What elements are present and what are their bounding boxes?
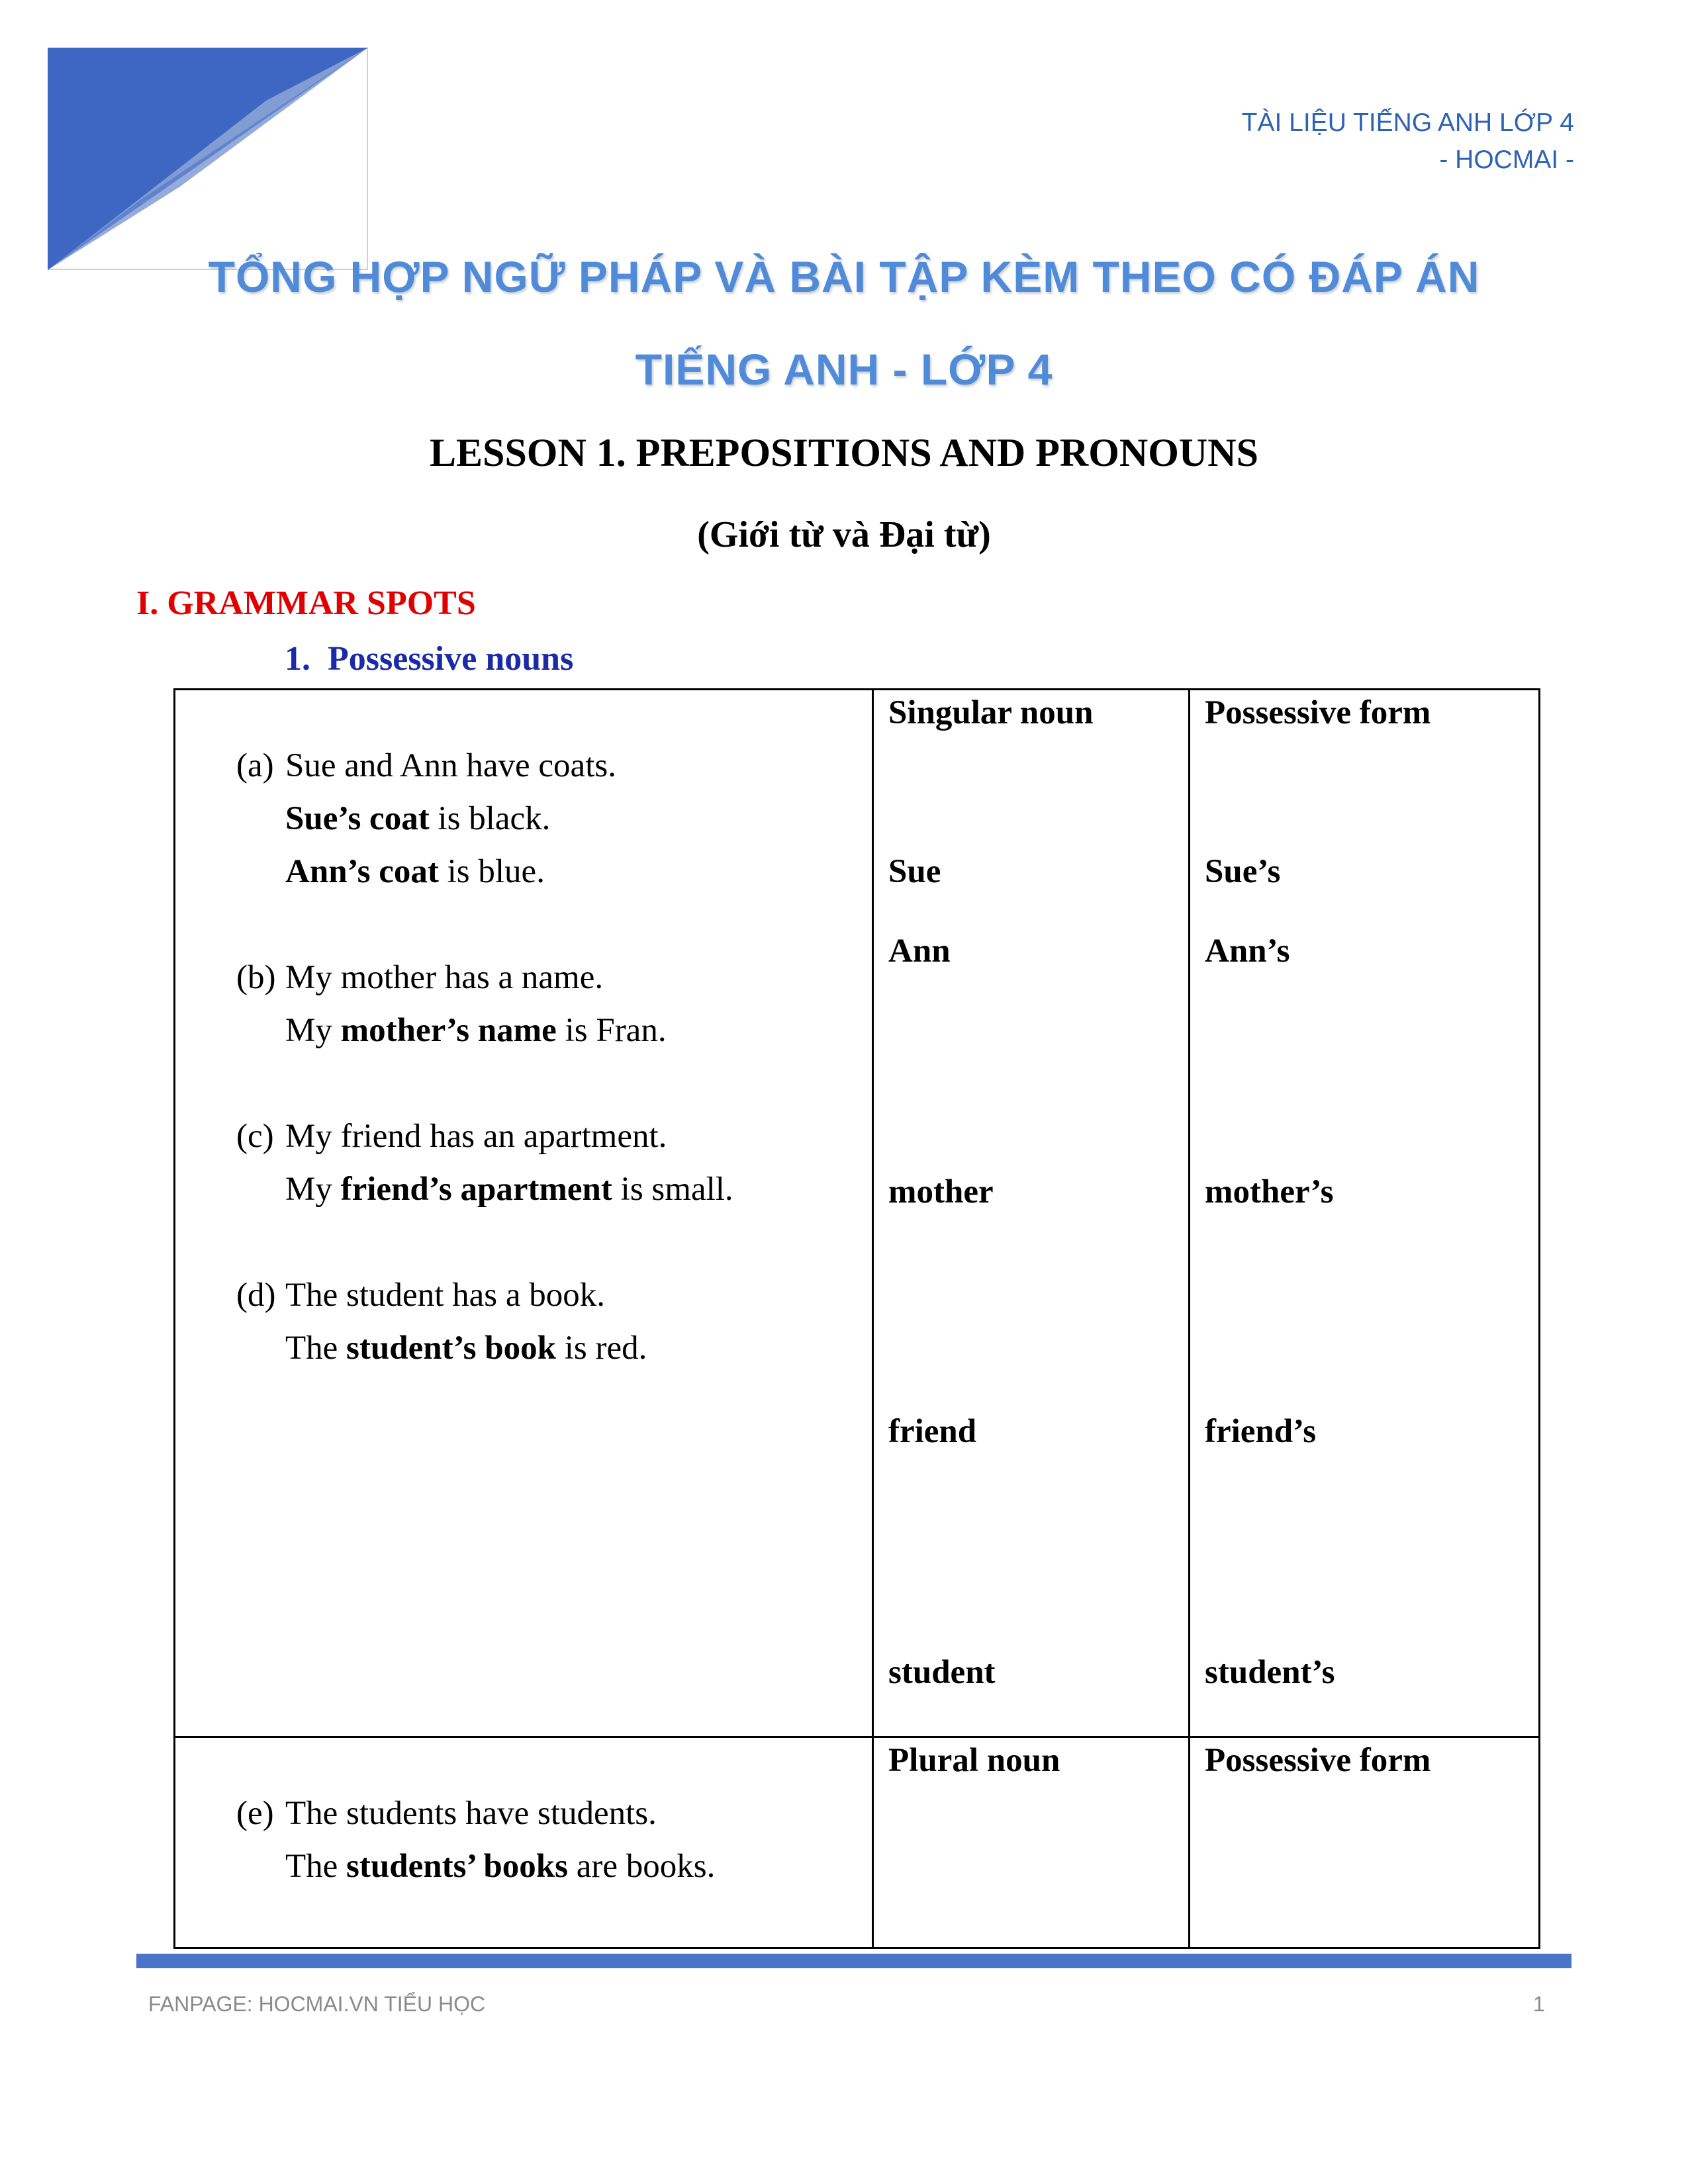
possessive-item: Sue’s: [1205, 853, 1281, 890]
sub-heading-number: 1.: [285, 640, 310, 678]
header-info: [1242, 105, 1574, 179]
sub-heading-title: Possessive nouns: [328, 640, 574, 678]
possessive-item: friend’s: [1205, 1413, 1317, 1450]
possessive-nouns-table: [173, 688, 1540, 1949]
example-c-line1: (c) My friend has an apartment.: [236, 1118, 667, 1155]
footer-divider: [136, 1954, 1571, 1968]
possessive-item: Ann’s: [1205, 933, 1290, 970]
example-c-line2: My friend’s apartment is small.: [285, 1171, 733, 1208]
example-a-line3: Ann’s coat is blue.: [285, 853, 545, 890]
singular-item: student: [888, 1654, 996, 1691]
plural-header: Plural noun: [888, 1742, 1060, 1779]
example-a-line2: Sue’s coat is black.: [285, 800, 551, 837]
footer-fanpage: FANPAGE: HOCMAI.VN TIỂU HỌC: [148, 1992, 486, 2016]
singular-item: mother: [888, 1173, 994, 1210]
plural-possessive-header: Possessive form: [1205, 1742, 1431, 1779]
example-b-line2: My mother’s name is Fran.: [285, 1012, 667, 1049]
main-title-line1: TỔNG HỢP NGỮ PHÁP VÀ BÀI TẬP KÈM THEO CÓ ĐÁP ÁN: [208, 252, 1480, 301]
page-number: 1: [1533, 1992, 1545, 2016]
document-title: TÀI LIỆU TIẾNG ANH LỚP 4: [1241, 109, 1574, 137]
main-title-line2: TIẾNG ANH - LỚP 4: [635, 345, 1053, 394]
plural-cell: [873, 1737, 1190, 1948]
plural-possessive-cell: [1190, 1737, 1540, 1948]
possessive-item: student’s: [1205, 1654, 1335, 1691]
examples-cell: [175, 690, 873, 1737]
example-a-line1: (a) Sue and Ann have coats.: [236, 747, 616, 784]
lesson-subtitle: (Giới từ và Đại từ): [697, 514, 991, 555]
singular-header: Singular noun: [888, 694, 1094, 731]
plural-examples-cell: [175, 1737, 873, 1948]
table-row: [175, 1737, 1540, 1948]
singular-item: Sue: [888, 853, 941, 890]
singular-item: Ann: [888, 933, 951, 970]
table-row: [175, 690, 1540, 1737]
example-d-line2: The student’s book is red.: [285, 1330, 647, 1367]
singular-item: friend: [888, 1413, 977, 1450]
possessive-cell: [1190, 690, 1540, 1737]
example-b-line1: (b) My mother has a name.: [236, 959, 604, 996]
possessive-header: Possessive form: [1205, 694, 1431, 731]
example-e-line1: (e) The students have students.: [236, 1795, 657, 1832]
brand-name: - HOCMAI -: [1439, 146, 1574, 174]
example-e-line2: The students’ books are books.: [285, 1848, 716, 1885]
section-heading: I. GRAMMAR SPOTS: [136, 584, 476, 622]
sub-heading: [285, 639, 573, 678]
lesson-title: LESSON 1. PREPOSITIONS AND PRONOUNS: [430, 431, 1258, 475]
singular-cell: [873, 690, 1190, 1737]
logo-graphic: [48, 48, 368, 270]
possessive-item: mother’s: [1205, 1173, 1334, 1210]
example-d-line1: (d) The student has a book.: [236, 1277, 605, 1314]
